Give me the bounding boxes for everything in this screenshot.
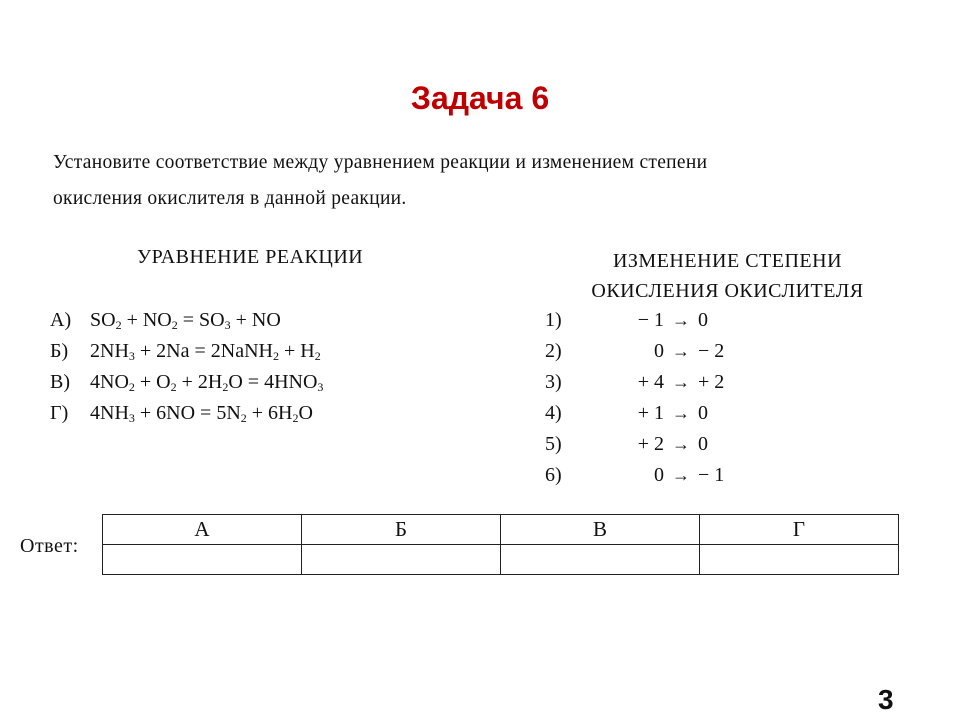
- task-line-1: Установите соответствие между уравнением реакции и изменением степени: [53, 152, 708, 173]
- equation-row: [50, 305, 323, 336]
- page-number: 3: [878, 684, 894, 715]
- oxidation-from: 0: [654, 340, 664, 362]
- oxidation-to: − 2: [698, 340, 725, 362]
- oxidation-from: − 1: [637, 309, 664, 331]
- oxidation-change-number: 4): [545, 402, 562, 424]
- oxidation-from: + 4: [637, 371, 664, 393]
- answer-table: [102, 514, 899, 575]
- oxidation-header: [555, 246, 900, 306]
- oxidation-to: 0: [698, 309, 708, 331]
- equation-label: Б): [50, 340, 69, 362]
- oxidation-change-number: 3): [545, 371, 562, 393]
- answer-col-v: В: [501, 515, 700, 545]
- equation-label: В): [50, 371, 70, 393]
- arrow-icon: →: [672, 341, 690, 361]
- arrow-icon: →: [672, 310, 690, 330]
- arrow-icon: →: [672, 434, 690, 454]
- oxidation-change-number: 2): [545, 340, 562, 362]
- answer-label: Ответ:: [20, 535, 79, 557]
- answer-input-row: [103, 545, 899, 575]
- equation-row: [50, 336, 323, 367]
- equation-row: [50, 367, 323, 398]
- oxidation-change-row: [545, 336, 758, 367]
- arrow-icon: →: [672, 465, 690, 485]
- equation-formula: $4NO_2 + O_2 + 2H_2O = 4HNO_3$: [90, 371, 324, 394]
- equations-header: УРАВНЕНИЕ РЕАКЦИИ: [137, 246, 364, 268]
- answer-col-a: А: [103, 515, 302, 545]
- oxidation-to: − 1: [698, 464, 725, 486]
- oxidation-change-number: 6): [545, 464, 562, 486]
- oxidation-change-row: [545, 429, 758, 460]
- equations-list: [50, 305, 323, 429]
- oxidation-from: + 1: [637, 402, 664, 424]
- oxidation-changes-list: [545, 305, 758, 491]
- oxidation-from: + 2: [637, 433, 664, 455]
- oxidation-change-number: 1): [545, 309, 562, 331]
- equation-label: Г): [50, 402, 69, 424]
- answer-cell-b[interactable]: [302, 545, 501, 575]
- equation-row: [50, 398, 323, 429]
- arrow-icon: →: [672, 403, 690, 423]
- oxidation-change-number: 5): [545, 433, 562, 455]
- oxidation-to: 0: [698, 433, 708, 455]
- task-line-2: окисления окислителя в данной реакции.: [53, 188, 407, 209]
- answer-header-row: [103, 515, 899, 545]
- oxidation-change-row: [545, 398, 758, 429]
- arrow-icon: →: [672, 372, 690, 392]
- oxidation-change-row: [545, 460, 758, 491]
- equation-label: А): [50, 309, 72, 331]
- oxidation-header-line-1: ИЗМЕНЕНИЕ СТЕПЕНИ: [612, 250, 843, 272]
- answer-cell-g[interactable]: [700, 545, 899, 575]
- oxidation-to: 0: [698, 402, 708, 424]
- task-statement: [53, 145, 943, 217]
- oxidation-change-row: [545, 367, 758, 398]
- oxidation-from: 0: [654, 464, 664, 486]
- answer-col-g: Г: [700, 515, 899, 545]
- answer-cell-v[interactable]: [501, 545, 700, 575]
- oxidation-header-line-2: ОКИСЛЕНИЯ ОКИСЛИТЕЛЯ: [591, 280, 864, 302]
- answer-cell-a[interactable]: [103, 545, 302, 575]
- equation-formula: $2NH_3 + 2Na$ = 2NaNH$_2$ + $H_2$: [90, 340, 321, 363]
- equation-formula: $SO_2 + NO_2 = SO_3$ + NO: [90, 309, 281, 332]
- oxidation-change-row: [545, 305, 758, 336]
- equation-formula: $4NH_3 + 6NO = 5N_2 + 6H_2O$: [90, 402, 313, 425]
- answer-col-b: Б: [302, 515, 501, 545]
- page-title: Задача 6: [410, 80, 550, 116]
- oxidation-to: + 2: [698, 371, 725, 393]
